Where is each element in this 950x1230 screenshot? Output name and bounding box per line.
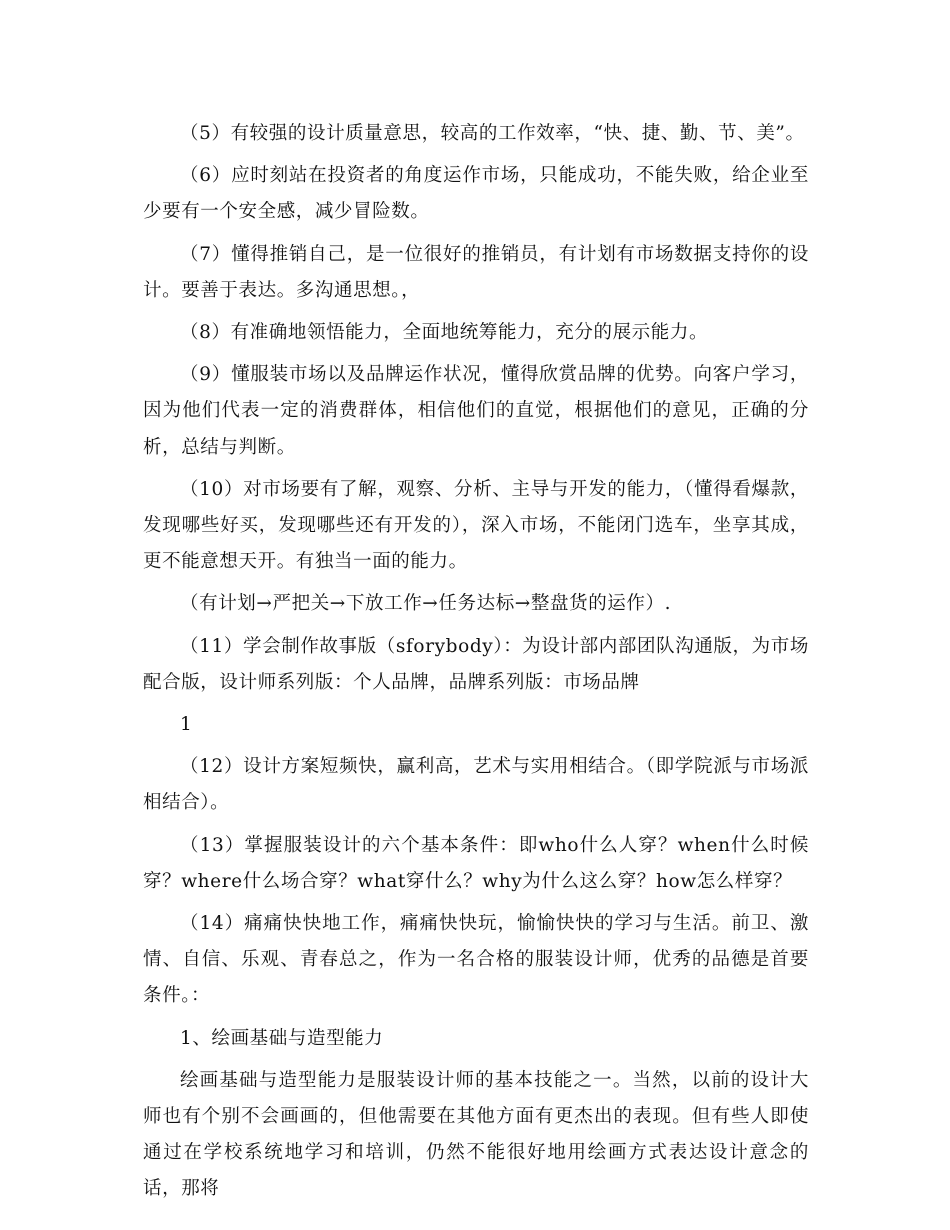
section-body-paragraph: 绘画基础与造型能力是服装设计师的基本技能之一。当然，以前的设计大师也有个别不会画画的，但他需要在其他方面有更杰出的表现。但有些人即使通过在学校系统地学习和培训，仍然不能很好地用绘画方式表达设计意念的话，那将 [143, 1069, 809, 1200]
paragraph-item-7: （7）懂得推销自己，是一位很好的推销员，有计划有市场数据支持你的设计。要善于表达。多沟通思想。， [143, 243, 809, 301]
page-number: 1 [180, 714, 192, 736]
paragraph-item-6: （6）应时刻站在投资者的角度运作市场，只能成功，不能失败，给企业至少要有一个安全感，减少冒险数。 [143, 165, 809, 223]
section-heading: 1、绘画基础与造型能力 [180, 1027, 384, 1049]
paragraph-item-10: （10）对市场要有了解，观察、分析、主导与开发的能力，（懂得看爆款，发现哪些好买，发现哪些还有开发的），深入市场，不能闭门选车，坐享其成，更不能意想天开。有独当一面的能力。 [143, 478, 809, 573]
paragraph-item-12: （12）设计方案短频快，赢利高，艺术与实用相结合。（即学院派与市场派相结合）。 [143, 756, 809, 814]
paragraph-item-5: （5）有较强的设计质量意思，较高的工作效率，“快、捷、勤、节、美”。 [180, 123, 805, 144]
paragraph-item-11: （11）学会制作故事版（sforybody）：为设计部内部团队沟通版，为市场配合版，设计师系列版：个人品牌，品牌系列版：市场品牌 [143, 635, 809, 693]
paragraph-item-13: （13）掌握服装设计的六个基本条件：即who什么人穿？when什么时候穿？where什么场合穿？what穿什么？why为什么这么穿？how怎么样穿？ [143, 834, 809, 892]
paragraph-item-8: （8）有准确地领悟能力，全面地统筹能力，充分的展示能力。 [180, 322, 709, 344]
document-body [143, 116, 809, 1214]
paragraph-item-9: （9）懂服装市场以及品牌运作状况，懂得欣赏品牌的优势。向客户学习，因为他们代表一定的消费群体，相信他们的直觉，根据他们的意见，正确的分析，总结与判断。 [143, 364, 809, 458]
paragraph-item-14: （14）痛痛快快地工作，痛痛快快玩，愉愉快快的学习与生活。前卫、激情、自信、乐观、青春总之，作为一名合格的服装设计师，优秀的品德是首要条件。： [143, 913, 809, 1007]
workflow-note: （有计划→严把关→下放工作→任务达标→整盘货的运作）. [180, 593, 672, 615]
